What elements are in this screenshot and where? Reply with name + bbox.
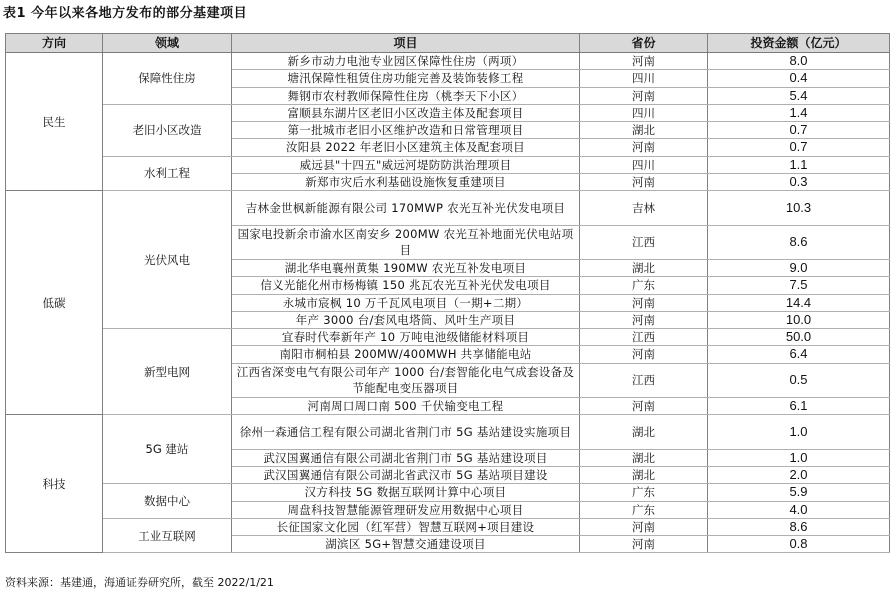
province-cell: 广东 — [580, 501, 708, 518]
project-cell: 新乡市动力电池专业园区保障性住房（两项） — [232, 53, 580, 70]
amount-cell: 8.6 — [708, 225, 890, 260]
project-cell: 湖北华电襄州黄集 190MW 农光互补发电项目 — [232, 260, 580, 277]
project-cell: 威远县"十四五"威远河堤防防洪治理项目 — [232, 156, 580, 173]
amount-cell: 10.3 — [708, 191, 890, 226]
field-cell: 5G 建站 — [103, 415, 232, 484]
field-cell: 水利工程 — [103, 156, 232, 191]
province-cell: 河南 — [580, 294, 708, 311]
amount-cell: 1.0 — [708, 415, 890, 450]
project-cell: 湖滨区 5G+智慧交通建设项目 — [232, 536, 580, 553]
province-cell: 江西 — [580, 225, 708, 260]
province-cell: 四川 — [580, 156, 708, 173]
amount-cell: 0.3 — [708, 173, 890, 190]
direction-cell: 低碳 — [6, 191, 103, 415]
amount-cell: 4.0 — [708, 501, 890, 518]
project-cell: 永城市宸枫 10 万千瓦风电项目（一期+二期） — [232, 294, 580, 311]
field-cell: 老旧小区改造 — [103, 104, 232, 156]
amount-cell: 5.4 — [708, 87, 890, 104]
project-cell: 第一批城市老旧小区维护改造和日常管理项目 — [232, 122, 580, 139]
field-cell: 工业互联网 — [103, 518, 232, 553]
province-cell: 河南 — [580, 346, 708, 363]
province-cell: 四川 — [580, 104, 708, 121]
province-cell: 河南 — [580, 173, 708, 190]
header-field: 领域 — [103, 34, 232, 53]
province-cell: 河南 — [580, 518, 708, 535]
header-amount: 投资金额（亿元） — [708, 34, 890, 53]
amount-cell: 50.0 — [708, 329, 890, 346]
province-cell: 广东 — [580, 484, 708, 501]
province-cell: 广东 — [580, 277, 708, 294]
amount-cell: 0.8 — [708, 536, 890, 553]
field-cell: 数据中心 — [103, 484, 232, 519]
amount-cell: 10.0 — [708, 311, 890, 328]
province-cell: 河南 — [580, 139, 708, 156]
direction-cell: 科技 — [6, 415, 103, 553]
project-cell: 吉林金世枫新能源有限公司 170MWP 农光互补光伏发电项目 — [232, 191, 580, 226]
amount-cell: 0.7 — [708, 122, 890, 139]
amount-cell: 1.0 — [708, 449, 890, 466]
province-cell: 四川 — [580, 70, 708, 87]
amount-cell: 0.7 — [708, 139, 890, 156]
project-cell: 新郑市灾后水利基础设施恢复重建项目 — [232, 173, 580, 190]
project-cell: 武汉国翼通信有限公司湖北省武汉市 5G 基站项目建设 — [232, 467, 580, 484]
province-cell: 河南 — [580, 53, 708, 70]
province-cell: 江西 — [580, 329, 708, 346]
amount-cell: 0.4 — [708, 70, 890, 87]
project-cell: 南阳市桐柏县 200MW/400MWH 共享储能电站 — [232, 346, 580, 363]
amount-cell: 0.5 — [708, 363, 890, 398]
source-note: 资料来源：基建通，海通证券研究所，截至 2022/1/21 — [5, 576, 274, 589]
project-cell: 周盘科技智慧能源管理研发应用数据中心项目 — [232, 501, 580, 518]
amount-cell: 2.0 — [708, 467, 890, 484]
province-cell: 吉林 — [580, 191, 708, 226]
project-cell: 年产 3000 台/套风电塔筒、风叶生产项目 — [232, 311, 580, 328]
province-cell: 河南 — [580, 536, 708, 553]
province-cell: 河南 — [580, 311, 708, 328]
project-cell: 河南周口周口南 500 千伏输变电工程 — [232, 398, 580, 415]
project-cell: 汝阳县 2022 年老旧小区建筑主体及配套项目 — [232, 139, 580, 156]
header-province: 省份 — [580, 34, 708, 53]
amount-cell: 8.6 — [708, 518, 890, 535]
project-cell: 塘汛保障性租赁住房功能完善及装饰装修工程 — [232, 70, 580, 87]
header-direction: 方向 — [6, 34, 103, 53]
province-cell: 江西 — [580, 363, 708, 398]
project-cell: 舞钢市农村教师保障性住房（桃李天下小区） — [232, 87, 580, 104]
infrastructure-projects-table — [5, 33, 890, 553]
amount-cell: 14.4 — [708, 294, 890, 311]
field-cell: 保障性住房 — [103, 53, 232, 105]
amount-cell: 6.4 — [708, 346, 890, 363]
province-cell: 河南 — [580, 87, 708, 104]
province-cell: 湖北 — [580, 122, 708, 139]
amount-cell: 6.1 — [708, 398, 890, 415]
amount-cell: 9.0 — [708, 260, 890, 277]
amount-cell: 5.9 — [708, 484, 890, 501]
province-cell: 河南 — [580, 398, 708, 415]
direction-cell: 民生 — [6, 53, 103, 191]
amount-cell: 8.0 — [708, 53, 890, 70]
project-cell: 宜春时代奉新年产 10 万吨电池级储能材料项目 — [232, 329, 580, 346]
project-cell: 汉方科技 5G 数据互联网计算中心项目 — [232, 484, 580, 501]
project-cell: 国家电投新余市渝水区南安乡 200MW 农光互补地面光伏电站项目 — [232, 225, 580, 260]
table-title: 表1 今年以来各地方发布的部分基建项目 — [3, 6, 248, 21]
project-cell: 信义光能化州市杨梅镇 150 兆瓦农光互补光伏发电项目 — [232, 277, 580, 294]
field-cell: 光伏风电 — [103, 191, 232, 329]
province-cell: 湖北 — [580, 260, 708, 277]
amount-cell: 7.5 — [708, 277, 890, 294]
project-cell: 江西省深变电气有限公司年产 1000 台/套智能化电气成套设备及节能配电变压器项目 — [232, 363, 580, 398]
amount-cell: 1.4 — [708, 104, 890, 121]
project-cell: 徐州一森通信工程有限公司湖北省荆门市 5G 基站建设实施项目 — [232, 415, 580, 450]
project-cell: 武汉国翼通信有限公司湖北省荆门市 5G 基站建设项目 — [232, 449, 580, 466]
project-cell: 长征国家文化园（红军营）智慧互联网+项目建设 — [232, 518, 580, 535]
province-cell: 湖北 — [580, 449, 708, 466]
province-cell: 湖北 — [580, 467, 708, 484]
province-cell: 湖北 — [580, 415, 708, 450]
header-project: 项目 — [232, 34, 580, 53]
project-cell: 富顺县东湖片区老旧小区改造主体及配套项目 — [232, 104, 580, 121]
field-cell: 新型电网 — [103, 329, 232, 415]
amount-cell: 1.1 — [708, 156, 890, 173]
